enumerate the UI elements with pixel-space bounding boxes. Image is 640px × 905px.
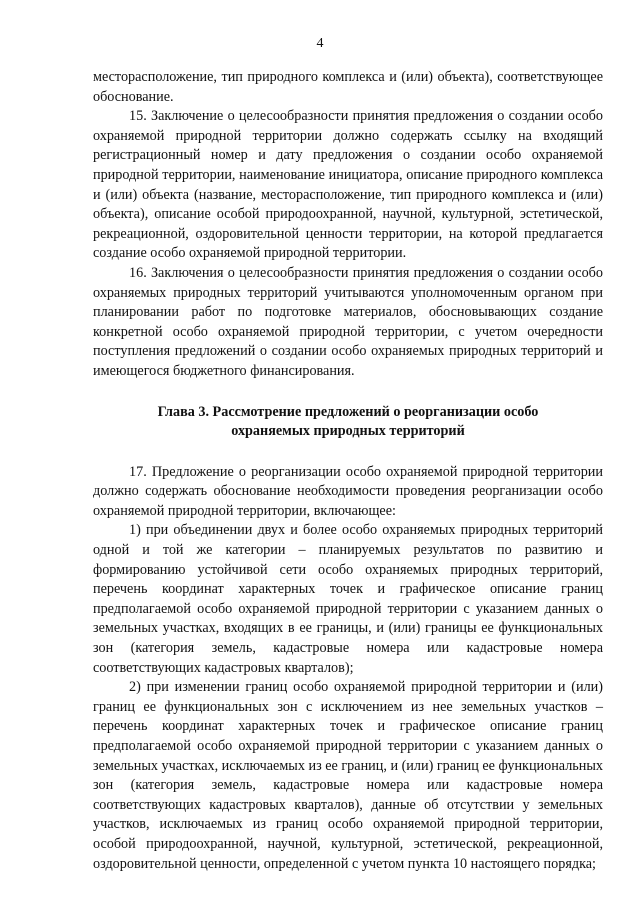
chapter-heading bbox=[93, 403, 603, 442]
chapter-heading-line-2: охраняемых природных территорий bbox=[231, 423, 465, 440]
document-body bbox=[93, 68, 603, 874]
paragraph-continuation: месторасположение, тип природного комплекса и (или) объекта), соответствующее обоснование. bbox=[93, 69, 603, 105]
paragraph-17: 17. Предложение о реорганизации особо охраняемой природной территории должно содержать обоснование необходимости проведения реорганизации особо охраняемой природной территории, включающее: bbox=[93, 463, 603, 519]
paragraph-15: 15. Заключение о целесообразности принятия предложения о создании особо охраняемой природной территории должно содержать ссылку на входящий регистрационный номер и дату предложения о создании особо охраняемой природной территории, наименование инициатора, описание природного комплекса и (или) объекта (название, месторасположение, тип природного комплекса и (или) объекта), описание особой природоохранной, научной, культурной, эстетической, рекреационной, оздоровительной ценности территории, на которой предлагается создание особо охраняемой природной территории. bbox=[93, 108, 603, 262]
chapter-heading-line-1: Глава 3. Рассмотрение предложений о реорганизации особо bbox=[157, 403, 539, 420]
paragraph-17-item-2: 2) при изменении границ особо охраняемой природной территории и (или) границ ее функциональных зон с исключением из нее земельных участков – перечень координат характерных точек и графическое описание границ предполагаемой особо охраняемой природной территории с указанием данных о земельных участках, исключаемых из ее границ, и (или) границ ее функциональных зон (категория земель, кадастровые номера или кадастровые номера соответствующих кадастровых кварталов), данные об отсутствии у земельных участков, исключаемых из границ особо охраняемой природной территории, особой природоохранной, научной, культурной, эстетической, рекреационной, оздоровительной ценности, определенной с учетом пункта 10 настоящего порядка; bbox=[93, 679, 604, 872]
page-number: 4 bbox=[316, 36, 324, 51]
paragraph-17-item-1: 1) при объединении двух и более особо охраняемых природных территорий одной и той же категории – планируемых результатов по развитию и формированию устойчивой сети особо охраняемых природных территорий, перечень координат характерных точек и графическое описание границ предполагаемой особо охраняемой природной территории с указанием данных о земельных участках, входящих в ее границы, и (или) границы ее функциональных зон (категория земель, кадастровые номера или кадастровые номера соответствующих кадастровых кварталов); bbox=[93, 522, 603, 676]
paragraph-16: 16. Заключения о целесообразности принятия предложения о создании особо охраняемых природных территорий учитываются уполномоченным органом при планировании работ по подготовке материалов, обосновывающих создание конкретной особо охраняемой природной территории, с учетом очередности поступления предложений о создании особо охраняемых природных территорий и имеющегося бюджетного финансирования. bbox=[93, 264, 603, 379]
